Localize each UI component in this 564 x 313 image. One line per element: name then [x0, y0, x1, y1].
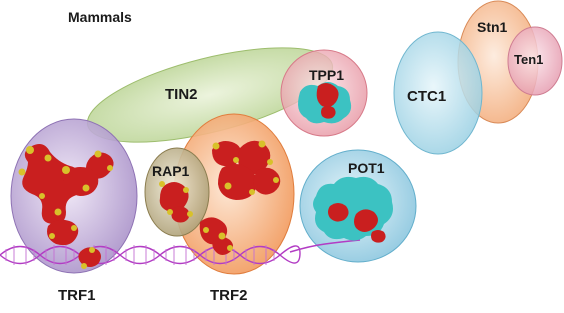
title-label: Mammals — [68, 9, 132, 25]
ctc1-label: CTC1 — [407, 88, 447, 105]
trf2-label: TRF2 — [210, 287, 248, 304]
tpp1-structure — [298, 82, 351, 123]
ten1-label: Ten1 — [514, 52, 544, 67]
tin2-label: TIN2 — [165, 86, 198, 103]
pot1-structure — [313, 177, 393, 243]
pot1-label: POT1 — [348, 160, 385, 176]
stn1-label: Stn1 — [477, 19, 508, 35]
trf1-label: TRF1 — [58, 287, 96, 304]
rap1-label: RAP1 — [152, 163, 190, 179]
tpp1-label: TPP1 — [309, 67, 345, 83]
